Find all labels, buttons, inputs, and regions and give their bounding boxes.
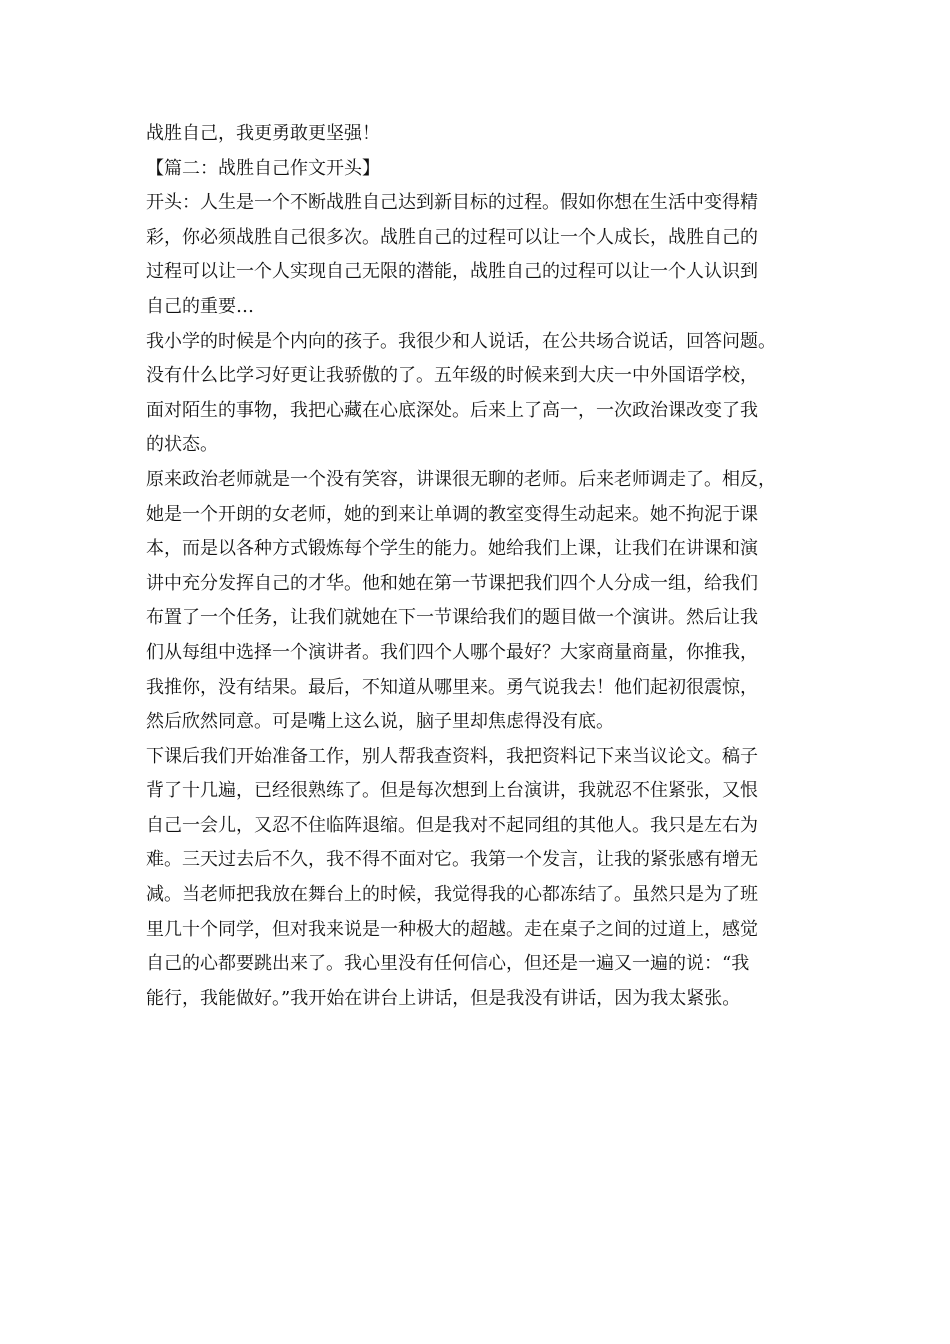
text-line: 背了十几遍，已经很熟练了。但是每次想到上台演讲，我就忍不住紧张，又恨 xyxy=(146,780,758,802)
text-line: 原来政治老师就是一个没有笑容，讲课很无聊的老师。后来老师调走了。相反， xyxy=(146,468,776,490)
text-line: 面对陌生的事物，我把心藏在心底深处。后来上了高一，一次政治课改变了我 xyxy=(146,399,758,421)
text-line: 开头：人生是一个不断战胜自己达到新目标的过程。假如你想在生活中变得精 xyxy=(146,192,758,214)
text-line: 彩，你必须战胜自己很多次。战胜自己的过程可以让一个人成长，战胜自己的 xyxy=(146,226,758,248)
text-line: 自己一会儿，又忍不住临阵退缩。但是我对不起同组的其他人。我只是左右为 xyxy=(146,814,758,836)
text-line: 没有什么比学习好更让我骄傲的了。五年级的时候来到大庆一中外国语学校， xyxy=(146,365,758,387)
text-line: 然后欣然同意。可是嘴上这么说，脑子里却焦虑得没有底。 xyxy=(146,711,614,733)
text-line: 她是一个开朗的女老师，她的到来让单调的教室变得生动起来。她不拘泥于课 xyxy=(146,503,758,525)
text-line: 我小学的时候是个内向的孩子。我很少和人说话，在公共场合说话，回答问题。 xyxy=(146,330,776,352)
text-line: 过程可以让一个人实现自己无限的潜能，战胜自己的过程可以让一个人认识到 xyxy=(146,261,758,283)
text-line: 难。三天过去后不久，我不得不面对它。我第一个发言，让我的紧张感有增无 xyxy=(146,849,758,871)
text-line: 里几十个同学，但对我来说是一种极大的超越。走在桌子之间的过道上，感觉 xyxy=(146,918,758,940)
text-line: 的状态。 xyxy=(146,434,218,456)
text-line: 我推你，没有结果。最后，不知道从哪里来。勇气说我去！他们起初很震惊， xyxy=(146,676,758,698)
text-line: 自己的重要… xyxy=(146,295,254,317)
text-line: 们从每组中选择一个演讲者。我们四个人哪个最好？大家商量商量，你推我， xyxy=(146,641,758,663)
text-line: 减。当老师把我放在舞台上的时候，我觉得我的心都冻结了。虽然只是为了班 xyxy=(146,884,758,906)
closing-line: 战胜自己，我更勇敢更坚强！ xyxy=(146,123,380,144)
text-line: 自己的心都要跳出来了。我心里没有任何信心，但还是一遍又一遍的说：“我 xyxy=(146,953,750,975)
text-line: 下课后我们开始准备工作，别人帮我查资料，我把资料记下来当议论文。稿子 xyxy=(146,745,758,767)
text-line: 能行，我能做好。”我开始在讲台上讲话，但是我没有讲话，因为我太紧张。 xyxy=(146,987,741,1009)
text-line: 布置了一个任务，让我们就她在下一节课给我们的题目做一个演讲。然后让我 xyxy=(146,607,758,629)
text-line: 本，而是以各种方式锻炼每个学生的能力。她给我们上课，让我们在讲课和演 xyxy=(146,538,758,560)
document-body xyxy=(146,117,806,1016)
text-line: 讲中充分发挥自己的才华。他和她在第一节课把我们四个人分成一组，给我们 xyxy=(146,572,758,594)
section-heading: 【篇二：战胜自己作文开头】 xyxy=(146,157,380,179)
